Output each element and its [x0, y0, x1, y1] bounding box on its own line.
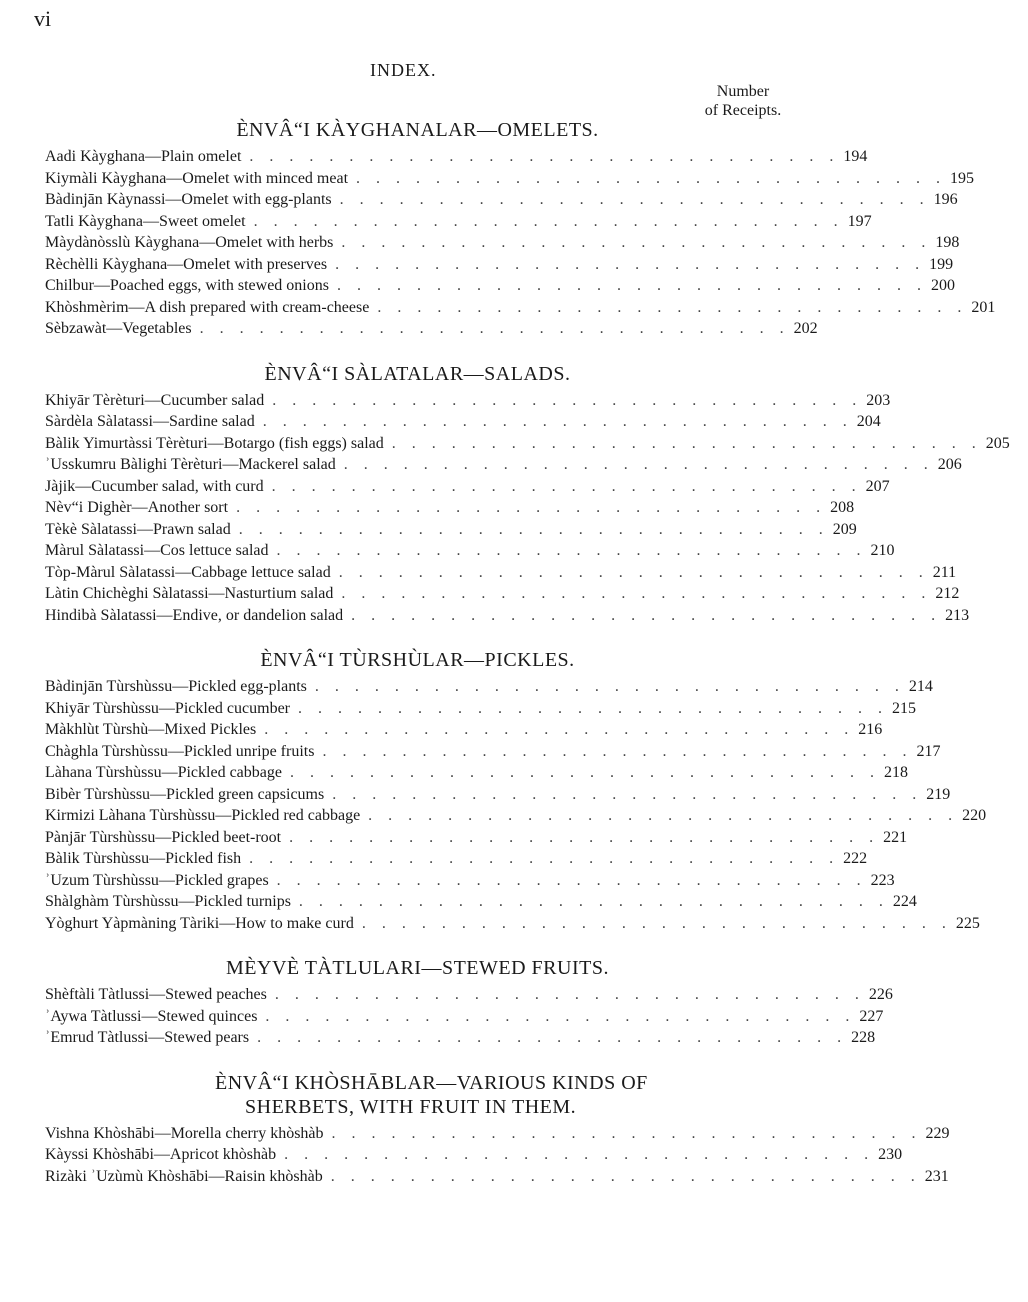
index-entry	[45, 914, 980, 937]
index-entry	[45, 434, 1010, 457]
leader-dots: . . . . . . . . . . . . . . . . . . . . . . . . . . . . . .	[289, 828, 880, 846]
entry-name: Kiymàli Kàyghana—Omelet with minced meat	[45, 169, 349, 187]
index-entry	[45, 1146, 903, 1168]
page-number: vi	[34, 6, 52, 31]
index-entry	[45, 391, 891, 414]
section-title: ÈNVÂ“I SÀLATALAR—SALADS.	[264, 362, 571, 385]
leader-dots: . . . . . . . . . . . . . . . . . . . . . . . . . . . . . .	[238, 520, 829, 538]
index-entry	[45, 542, 895, 564]
entry-number: 199	[929, 255, 954, 273]
entry-name: Aadi Kàyghana—Plain omelet	[45, 148, 242, 165]
section-title: MÈYVÈ TÀTLULARI—STEWED FRUITS.	[226, 957, 609, 979]
entry-number: 230	[878, 1146, 903, 1163]
entry-number: 198	[935, 234, 960, 251]
entry-number: 200	[930, 277, 955, 294]
entry-number: 196	[933, 191, 958, 208]
leader-dots: . . . . . . . . . . . . . . . . . . . . . . . . . . . . . .	[341, 234, 932, 251]
index-entry	[45, 477, 890, 500]
leader-dots: . . . . . . . . . . . . . . . . . . . . . . . . . . . . . .	[264, 721, 855, 738]
entry-name: ʾUsskumru Bàlighi Tèrèturi—Mackerel salad	[45, 456, 336, 473]
leader-dots: . . . . . . . . . . . . . . . . . . . . . . . . . . . . . .	[257, 1029, 848, 1046]
index-entry	[45, 764, 908, 786]
leader-dots: . . . . . . . . . . . . . . . . . . . . . . . . . . . . . .	[343, 456, 934, 473]
leader-dots: . . . . . . . . . . . . . . . . . . . . . . . . . . . . . .	[236, 499, 827, 516]
entry-name: Bàdinjān Tùrshùssu—Pickled egg-plants	[45, 678, 307, 695]
entry-number: 216	[858, 721, 883, 738]
running-title: INDEX.	[370, 60, 437, 80]
entry-number: 228	[851, 1029, 876, 1046]
leader-dots: . . . . . . . . . . . . . . . . . . . . . . . . . . . . . .	[253, 212, 844, 230]
leader-dots: . . . . . . . . . . . . . . . . . . . . . . . . . . . . . .	[249, 850, 840, 867]
entry-name: ʾAywa Tàtlussi—Stewed quinces	[45, 1007, 258, 1025]
index-entry	[45, 320, 818, 342]
leader-dots: . . . . . . . . . . . . . . . . . . . . . . . . . . . . . .	[377, 298, 968, 316]
entry-name: Làhana Tùrshùssu—Pickled cabbage	[45, 764, 282, 781]
leader-dots: . . . . . . . . . . . . . . . . . . . . . . . . . . . . . .	[331, 1124, 922, 1142]
section-pickles	[45, 648, 987, 936]
leader-dots: . . . . . . . . . . . . . . . . . . . . . . . . . . . . . .	[332, 785, 923, 803]
leader-dots: . . . . . . . . . . . . . . . . . . . . . . . . . . . . . .	[274, 986, 865, 1003]
entry-number: 220	[962, 807, 987, 824]
entry-number: 222	[843, 850, 868, 867]
leader-dots: . . . . . . . . . . . . . . . . . . . . . . . . . . . . . .	[341, 585, 932, 602]
leader-dots: . . . . . . . . . . . . . . . . . . . . . . . . . . . . . .	[284, 1146, 875, 1163]
index-entry	[45, 986, 893, 1008]
entry-number: 231	[924, 1167, 949, 1185]
entry-number: 211	[932, 563, 957, 581]
index-entry	[45, 699, 916, 722]
entry-number: 219	[926, 785, 951, 803]
index-entry	[45, 456, 962, 478]
entry-number: 215	[892, 699, 916, 717]
column-heading-line-2: of Receipts.	[704, 102, 782, 119]
section-sherbets	[45, 1071, 950, 1190]
entry-name: Shàlghàm Tùrshùssu—Pickled turnips	[45, 893, 291, 910]
entry-name: ʾUzum Tùrshùssu—Pickled grapes	[45, 871, 269, 889]
section-omelets	[45, 118, 996, 342]
index-entry	[45, 1124, 950, 1147]
leader-dots: . . . . . . . . . . . . . . . . . . . . . . . . . . . . . .	[391, 434, 982, 452]
entry-name: Sàrdèla Sàlatassi—Sardine salad	[45, 413, 255, 430]
leader-dots: . . . . . . . . . . . . . . . . . . . . . . . . . . . . . .	[271, 477, 862, 495]
leader-dots: . . . . . . . . . . . . . . . . . . . . . . . . . . . . . .	[265, 1007, 856, 1025]
section-title: ÈNVÂ“I KÀYGHANALAR—OMELETS.	[236, 119, 599, 141]
index-entry	[45, 828, 908, 851]
index-entry	[45, 169, 975, 192]
entry-name: Bibèr Tùrshùssu—Pickled green capsicums	[45, 785, 325, 803]
entry-name: Sèbzawàt—Vegetables	[45, 320, 192, 337]
leader-dots: . . . . . . . . . . . . . . . . . . . . . . . . . . . . . .	[351, 606, 942, 624]
leader-dots: . . . . . . . . . . . . . . . . . . . . . . . . . . . . . .	[336, 277, 927, 294]
index-entry	[45, 785, 951, 808]
leader-dots: . . . . . . . . . . . . . . . . . . . . . . . . . . . . . .	[339, 191, 930, 208]
entry-number: 217	[916, 742, 941, 760]
leader-dots: . . . . . . . . . . . . . . . . . . . . . . . . . . . . . .	[276, 871, 867, 889]
leader-dots: . . . . . . . . . . . . . . . . . . . . . . . . . . . . . .	[314, 678, 905, 695]
index-entry	[45, 850, 868, 872]
entry-name: Kirmizi Làhana Tùrshùssu—Pickled red cabbage	[45, 807, 361, 824]
section-title-line-1: ÈNVÂ“I KHÒSHĀBLAR—VARIOUS KINDS OF	[215, 1071, 648, 1094]
entry-number: 226	[868, 986, 893, 1003]
section-title: ÈNVÂ“I TÙRSHÙLAR—PICKLES.	[260, 649, 575, 671]
index-entry	[45, 678, 933, 700]
index-entry	[45, 1029, 876, 1051]
entry-number: 210	[870, 542, 895, 559]
entry-number: 203	[866, 391, 891, 409]
index-entry	[45, 1007, 884, 1030]
leader-dots: . . . . . . . . . . . . . . . . . . . . . . . . . . . . . .	[322, 742, 913, 760]
entry-name: Màrul Sàlatassi—Cos lettuce salad	[45, 542, 269, 559]
leader-dots: . . . . . . . . . . . . . . . . . . . . . . . . . . . . . .	[298, 893, 889, 910]
index-entry	[45, 148, 868, 170]
entry-name: Tòp-Màrul Sàlatassi—Cabbage lettuce salad	[45, 563, 331, 581]
entry-name: Chilbur—Poached eggs, with stewed onions	[45, 277, 329, 294]
entry-number: 212	[935, 585, 960, 602]
entry-number: 213	[945, 606, 970, 624]
entry-name: Nèv“i Dighèr—Another sort	[45, 499, 229, 516]
leader-dots: . . . . . . . . . . . . . . . . . . . . . . . . . . . . . .	[262, 413, 853, 430]
leader-dots: . . . . . . . . . . . . . . . . . . . . . . . . . . . . . .	[368, 807, 959, 824]
index-content	[45, 118, 1010, 1189]
leader-dots: . . . . . . . . . . . . . . . . . . . . . . . . . . . . . .	[361, 914, 952, 932]
entry-number: 205	[985, 434, 1010, 452]
leader-dots: . . . . . . . . . . . . . . . . . . . . . . . . . . . . . .	[199, 320, 790, 337]
entry-name: ʾEmrud Tàtlussi—Stewed pears	[45, 1029, 250, 1046]
entry-number: 201	[971, 298, 996, 316]
index-entry	[45, 499, 855, 521]
section-title-line-2: SHERBETS, WITH FRUIT IN THEM.	[245, 1095, 577, 1118]
entry-name: Bàlik Yimurtàssi Tèrèturi—Botargo (fish eggs) salad	[45, 434, 384, 452]
entry-number: 204	[856, 413, 881, 430]
entry-number: 221	[883, 828, 908, 846]
entry-number: 225	[955, 914, 980, 932]
entry-number: 209	[832, 520, 857, 538]
entry-name: Yòghurt Yàpmàning Tàriki—How to make curd	[45, 914, 354, 932]
index-entry	[45, 1167, 949, 1190]
entry-name: Làtin Chichèghi Sàlatassi—Nasturtium salad	[45, 585, 334, 602]
entry-number: 206	[937, 456, 962, 473]
entry-number: 223	[870, 871, 895, 889]
leader-dots: . . . . . . . . . . . . . . . . . . . . . . . . . . . . . .	[356, 169, 947, 187]
column-heading	[683, 82, 803, 120]
index-entry	[45, 277, 955, 299]
entry-name: Tatli Kàyghana—Sweet omelet	[45, 212, 246, 230]
index-entry	[45, 413, 881, 435]
entry-name: Rizàki ʾUzùmù Khòshābi—Raisin khòshàb	[45, 1167, 323, 1185]
index-entry	[45, 520, 857, 543]
index-entry	[45, 893, 917, 915]
leader-dots: . . . . . . . . . . . . . . . . . . . . . . . . . . . . . .	[298, 699, 888, 717]
section-title	[45, 1071, 790, 1119]
index-entry	[45, 298, 996, 321]
leader-dots: . . . . . . . . . . . . . . . . . . . . . . . . . . . . . .	[289, 764, 880, 781]
entry-number: 227	[859, 1007, 884, 1025]
entry-name: Bàdinjān Kàynassi—Omelet with egg-plants	[45, 191, 332, 208]
entry-number: 194	[843, 148, 868, 165]
entry-number: 218	[883, 764, 908, 781]
section-stewed-fruits	[45, 956, 893, 1051]
entry-name: Pànjār Tùrshùssu—Pickled beet-root	[45, 828, 282, 846]
entry-name: Kàyssi Khòshābi—Apricot khòshàb	[45, 1146, 277, 1163]
entry-name: Jàjik—Cucumber salad, with curd	[45, 477, 264, 495]
entry-name: Hindibà Sàlatassi—Endive, or dandelion salad	[45, 606, 344, 624]
index-entry	[45, 191, 958, 213]
index-entry	[45, 234, 960, 256]
index-entry	[45, 212, 872, 235]
index-entry	[45, 585, 960, 607]
index-entry	[45, 742, 941, 765]
entry-name: Khiyār Tèrèturi—Cucumber salad	[45, 391, 265, 409]
leader-dots: . . . . . . . . . . . . . . . . . . . . . . . . . . . . . .	[338, 563, 929, 581]
entry-name: Shèftàli Tàtlussi—Stewed peaches	[45, 986, 267, 1003]
leader-dots: . . . . . . . . . . . . . . . . . . . . . . . . . . . . . .	[276, 542, 867, 559]
leader-dots: . . . . . . . . . . . . . . . . . . . . . . . . . . . . . .	[272, 391, 863, 409]
index-entry	[45, 871, 895, 894]
index-entry	[45, 563, 957, 586]
index-entry	[45, 255, 954, 278]
entry-name: Khòshmèrim—A dish prepared with cream-cheese	[45, 298, 370, 316]
entry-number: 207	[865, 477, 890, 495]
entry-number: 208	[830, 499, 855, 516]
entry-number: 214	[908, 678, 933, 695]
entry-number: 224	[892, 893, 917, 910]
index-entry	[45, 807, 987, 829]
index-entry	[45, 721, 883, 743]
column-heading-line-1: Number	[716, 83, 770, 100]
section-salads	[45, 362, 1010, 629]
leader-dots: . . . . . . . . . . . . . . . . . . . . . . . . . . . . . .	[335, 255, 926, 273]
entry-name: Chàghla Tùrshùssu—Pickled unripe fruits	[45, 742, 315, 760]
entry-name: Rèchèlli Kàyghana—Omelet with preserves	[45, 255, 328, 273]
entry-number: 197	[847, 212, 872, 230]
entry-name: Màkhlùt Tùrshù—Mixed Pickles	[45, 721, 257, 738]
leader-dots: . . . . . . . . . . . . . . . . . . . . . . . . . . . . . .	[330, 1167, 921, 1185]
entry-name: Khiyār Tùrshùssu—Pickled cucumber	[45, 699, 290, 717]
entry-number: 229	[925, 1124, 950, 1142]
entry-name: Vishna Khòshābi—Morella cherry khòshàb	[45, 1124, 324, 1142]
index-entry	[45, 606, 970, 629]
entry-name: Tèkè Sàlatassi—Prawn salad	[45, 520, 231, 538]
entry-name: Bàlik Tùrshùssu—Pickled fish	[45, 850, 242, 867]
leader-dots: . . . . . . . . . . . . . . . . . . . . . . . . . . . . . .	[249, 148, 840, 165]
entry-name: Màydànòsslù Kàyghana—Omelet with herbs	[45, 234, 334, 251]
entry-number: 195	[950, 169, 975, 187]
entry-number: 202	[793, 320, 818, 337]
